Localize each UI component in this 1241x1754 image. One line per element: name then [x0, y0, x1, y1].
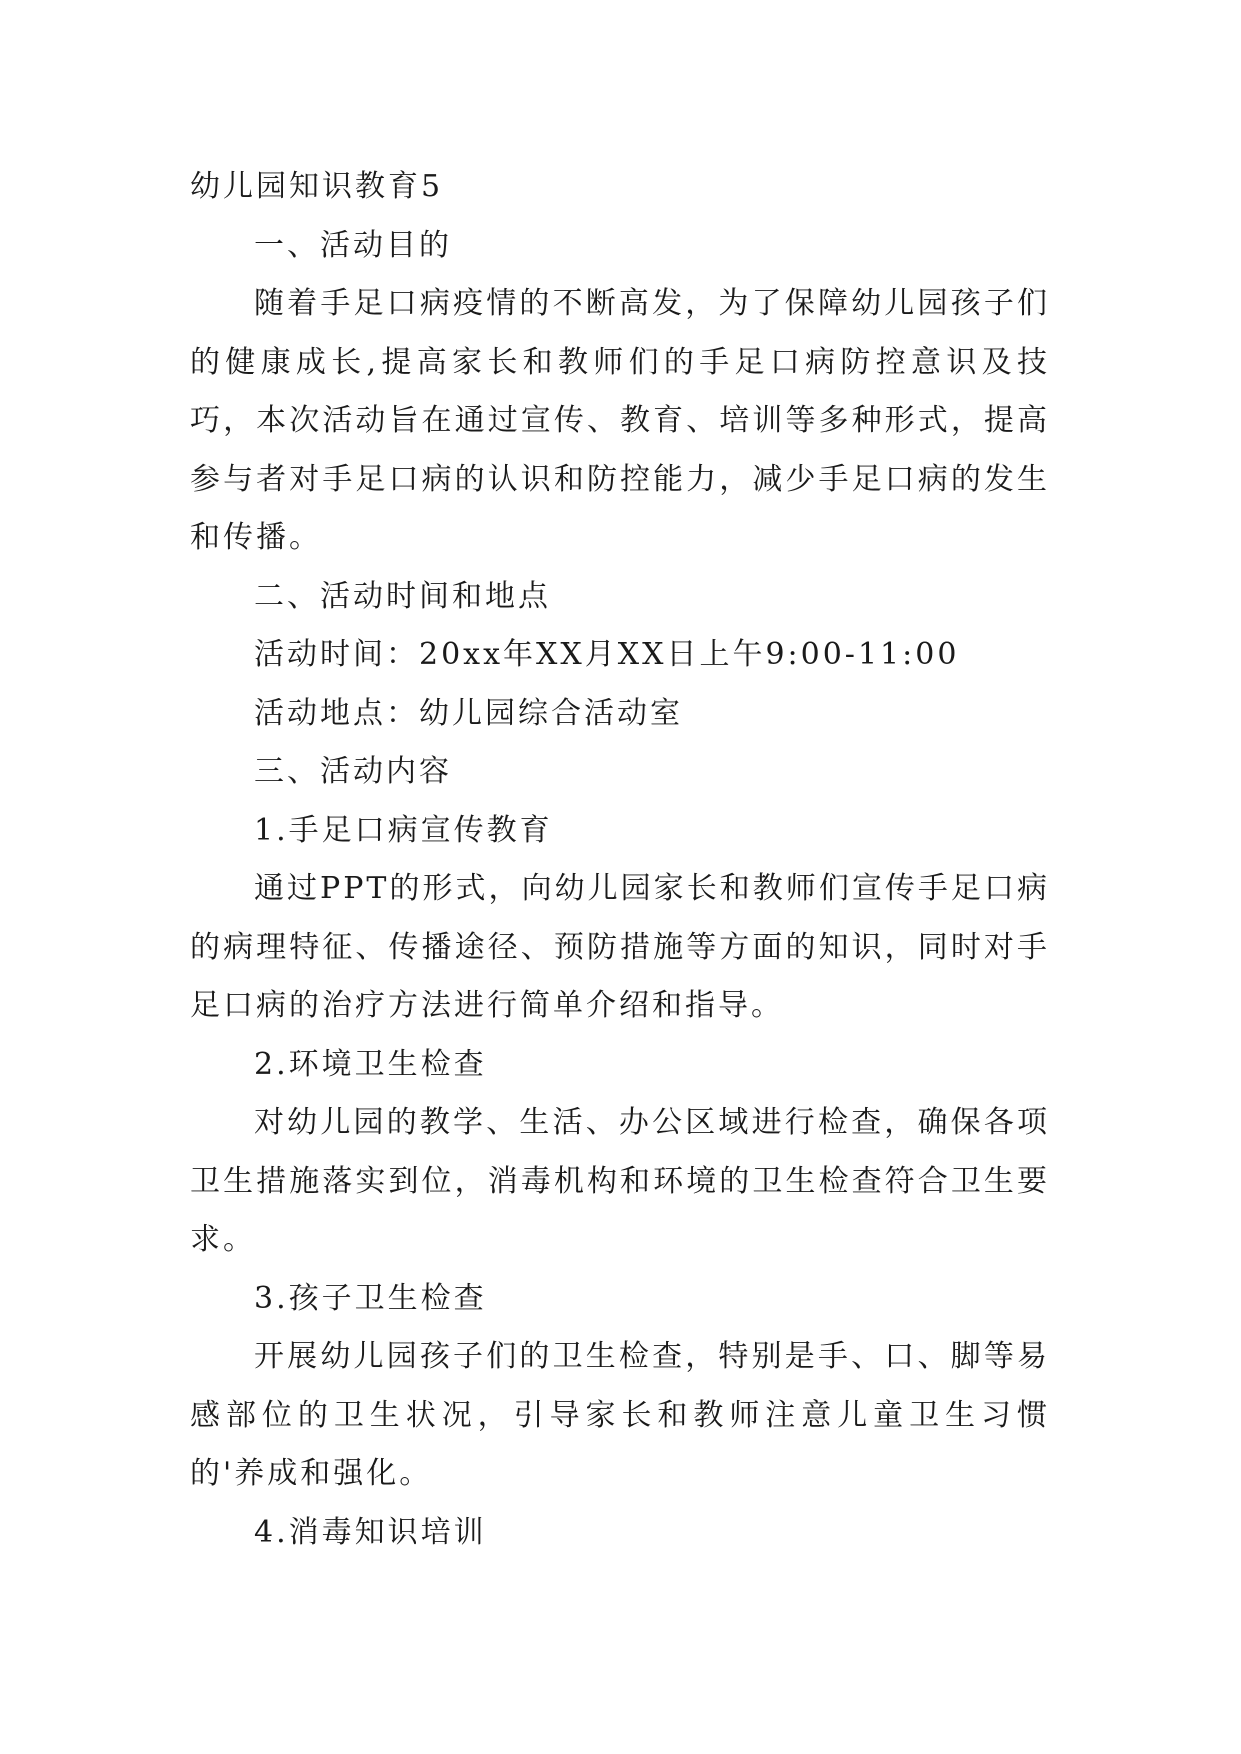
document-body: [190, 158, 1050, 1562]
item-heading: 2.环境卫生检查: [254, 1046, 487, 1082]
item-heading: 3.孩子卫生检查: [254, 1280, 487, 1316]
item-heading: 4.消毒知识培训: [254, 1514, 487, 1550]
section-heading: 二、活动时间和地点: [254, 578, 551, 614]
section-heading: 三、活动内容: [254, 754, 452, 789]
paragraph: 开展幼儿园孩子们的卫生检查，特别是手、口、脚等易感部位的卫生状况，引导家长和教师注意儿童卫生习惯的'养成和强化。: [190, 1339, 1050, 1491]
paragraph: 通过PPT的形式，向幼儿园家长和教师们宣传手足口病的病理特征、传播途径、预防措施等方面的知识，同时对手足口病的治疗方法进行简单介绍和指导。: [190, 871, 1050, 1023]
activity-place: 活动地点：幼儿园综合活动室: [254, 695, 683, 731]
paragraph: 随着手足口病疫情的不断高发，为了保障幼儿园孩子们的健康成长,提高家长和教师们的手足口病防控意识及技巧，本次活动旨在通过宣传、教育、培训等多种形式，提高参与者对手足口病的认识和防控能力，减少手足口病的发生和传播。: [190, 286, 1050, 555]
item-heading: 1.手足口病宣传教育: [254, 812, 553, 848]
activity-time: 活动时间：20xx年XX月XX日上午9:00-11:00: [254, 637, 960, 672]
document-title: 幼儿园知识教育5: [190, 169, 444, 204]
section-heading: 一、活动目的: [254, 227, 452, 263]
paragraph: 对幼儿园的教学、生活、办公区域进行检查，确保各项卫生措施落实到位，消毒机构和环境的卫生检查符合卫生要求。: [190, 1105, 1050, 1257]
